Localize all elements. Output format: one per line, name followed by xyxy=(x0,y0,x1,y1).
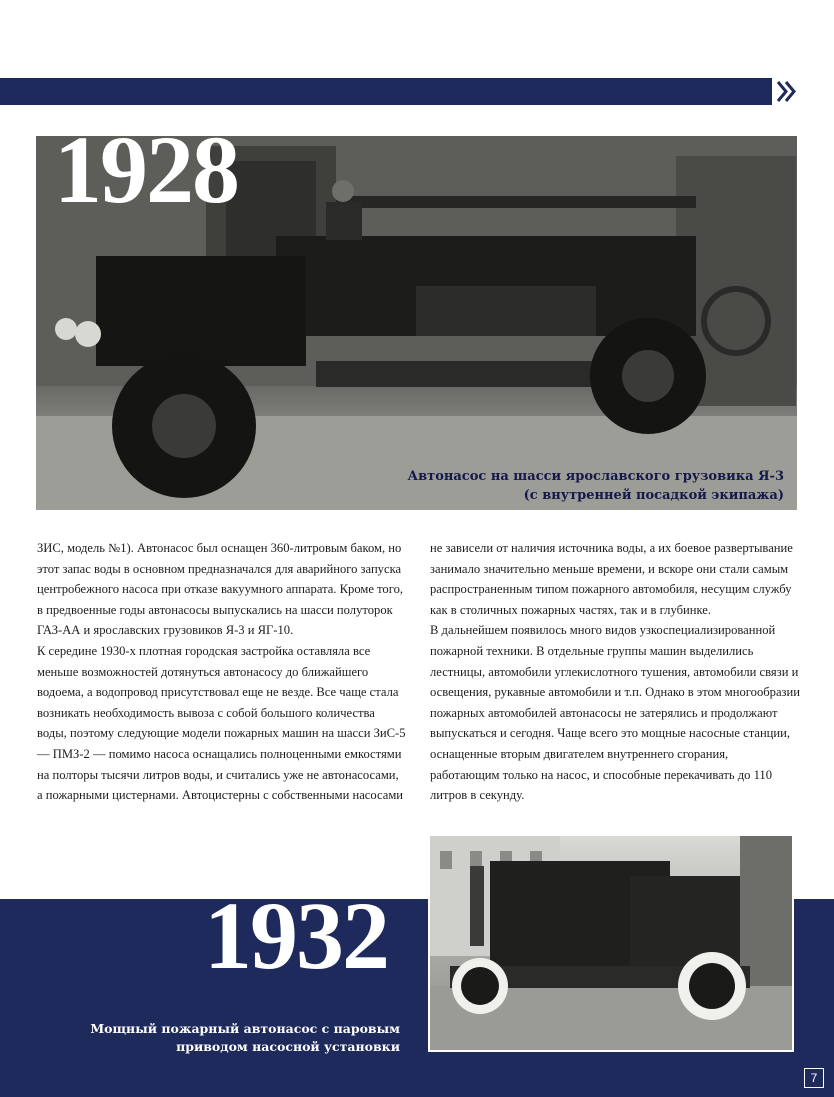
year-1932-heading: 1932 xyxy=(204,882,388,989)
fire-truck-photo-1932 xyxy=(428,834,794,1052)
photo-caption-1928 xyxy=(408,467,784,505)
right-paragraph-2: В дальнейшем появилось много видов узкоспециализированной пожарной техники. В отдельные группы машин выделились лестницы, автомобили углекислотного тушения, автомобили связи и освещения, рукавные автомобили и т.п. Однако в этом многообразии пожарных автомобилей автонасосы не затерялись и продолжают выпускаться и сегодня. Чаще всего это мощные насосные станции, оснащенные вторым двигателем внутреннего сгорания, работающим только на насос, и способные перекачивать до 110 литров в секунду. xyxy=(430,623,800,803)
year-1928-heading: 1928 xyxy=(54,116,238,223)
header-stripe xyxy=(0,78,772,105)
caption-line-1: Автонасос на шасси ярославского грузовика Я-3 xyxy=(407,469,784,484)
left-paragraph-2: К середине 1930-х плотная городская застройка оставляла все меньше возможностей дотянуться автонасосу до ближайшего водоема, а водопровод присутствовал еще не везде. Все чаще стала возникать необходимость вывоза с собой большого количества воды, поэтому следующие модели пожарных машин на шасси ЗиС-5 — ПМЗ-2 — помимо насоса оснащались полноценными емкостями на полторы тысячи литров воды, и считались уже не автонасосами, а пожарными цистернами. Автоцистерны с собственными насосами xyxy=(37,643,406,803)
text-column-right xyxy=(430,538,800,806)
text-column-left xyxy=(37,538,407,806)
page-number: 7 xyxy=(804,1068,824,1088)
left-paragraph-1: ЗИС, модель №1). Автонасос был оснащен 360-литровым баком, но этот запас воды в основном предназначался для аварийного запуска центробежного насоса при отказе вакуумного аппарата. Кроме того, в предвоенные годы автонасосы выпускались на шасси полуторок ГАЗ-АА и ярославских грузовиков Я-3 и ЯГ-10. xyxy=(37,541,404,638)
caption-line-2: (с внутренней посадкой экипажа) xyxy=(523,488,784,503)
photo-caption-1932: Мощный пожарный автонасос с паровым приводом насосной установки xyxy=(90,1021,400,1054)
right-paragraph-1: не зависели от наличия источника воды, а их боевое развертывание занимало значительно меньше времени, и вскоре они стали самым распространенным типом пожарного автомобиля, несущим службу как в столичных пожарных частях, так и в глубинке. xyxy=(430,541,793,617)
chevron-right-icon xyxy=(775,78,799,105)
